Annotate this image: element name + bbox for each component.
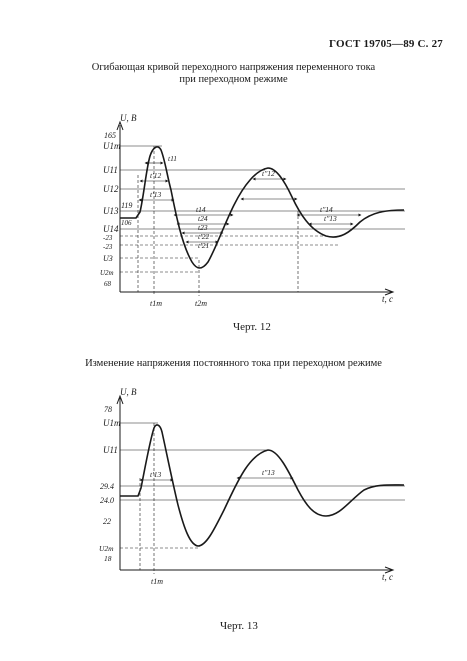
fig1-label-u12: U12 <box>103 184 119 194</box>
fig2-x-axis-label: t, c <box>382 572 393 582</box>
figure2-title: Изменение напряжения постоянного тока при переходном режиме <box>85 358 382 369</box>
fig1-label-t24: t24 <box>198 214 208 223</box>
fig2-label-18: 18 <box>104 554 112 563</box>
fig1-label-u14: U14 <box>103 224 119 234</box>
fig1-label-t11: t11 <box>168 154 178 163</box>
page-header: ГОСТ 19705—89 С. 27 <box>329 38 443 50</box>
fig1-label-t2m: t2m <box>195 299 207 308</box>
fig2-label-u1m: U1m <box>103 418 121 428</box>
fig1-label-minus23a: -23 <box>103 234 113 242</box>
figure1-title-line1: Огибающая кривой переходного напряжения переменного тока <box>91 62 376 73</box>
fig1-label-t22: t'22 <box>198 232 210 241</box>
fig1-label-t13: t'13 <box>150 190 162 199</box>
fig1-label-t12: t'12 <box>150 171 162 180</box>
fig2-curve <box>120 425 404 546</box>
figure1-diagram <box>100 113 405 308</box>
fig2-label-294: 29.4 <box>100 482 114 491</box>
figure2-diagram <box>99 387 405 586</box>
fig1-label-u1m: U1m <box>103 141 121 151</box>
figure1-caption: Черт. 12 <box>233 321 271 333</box>
fig1-label-u13: U13 <box>103 206 119 216</box>
fig1-label-t13c: t''13 <box>324 214 337 223</box>
fig2-label-t13b: t''13 <box>262 468 275 477</box>
fig2-label-t1m: t1m <box>151 577 163 586</box>
fig1-label-t14: t14 <box>196 205 206 214</box>
fig1-x-axis-label: t, c <box>382 294 393 304</box>
fig1-label-t21: t'21 <box>198 241 210 250</box>
fig1-label-minus23b: -23 <box>103 243 113 251</box>
fig1-curve <box>120 147 404 268</box>
fig1-label-68: 68 <box>104 280 111 288</box>
fig2-label-u2m: U2m <box>99 544 114 553</box>
fig2-y-axis-label: U, В <box>120 387 137 397</box>
fig1-label-u2m: U2m <box>100 269 114 277</box>
fig2-label-t13: t'13 <box>150 470 162 479</box>
fig1-label-t14b: t''14 <box>320 205 333 214</box>
fig2-label-u11: U11 <box>103 445 118 455</box>
fig1-label-t1m: t1m <box>150 299 162 308</box>
fig2-label-22: 22 <box>103 517 111 526</box>
fig1-label-u3: U3 <box>103 254 113 263</box>
fig1-label-t23: t23 <box>198 223 208 232</box>
fig1-label-165: 165 <box>104 131 116 140</box>
fig1-label-t12b: t''12 <box>262 169 275 178</box>
fig1-y-axis-label: U, В <box>120 113 137 123</box>
figure2-caption: Черт. 13 <box>220 620 258 632</box>
fig1-label-106: 106 <box>121 219 132 227</box>
fig2-label-240: 24.0 <box>100 496 114 505</box>
fig1-label-u11: U11 <box>103 165 118 175</box>
figure1-title-line2: при переходном режиме <box>179 74 288 85</box>
fig2-label-78: 78 <box>104 405 112 414</box>
fig1-label-119: 119 <box>121 201 133 210</box>
